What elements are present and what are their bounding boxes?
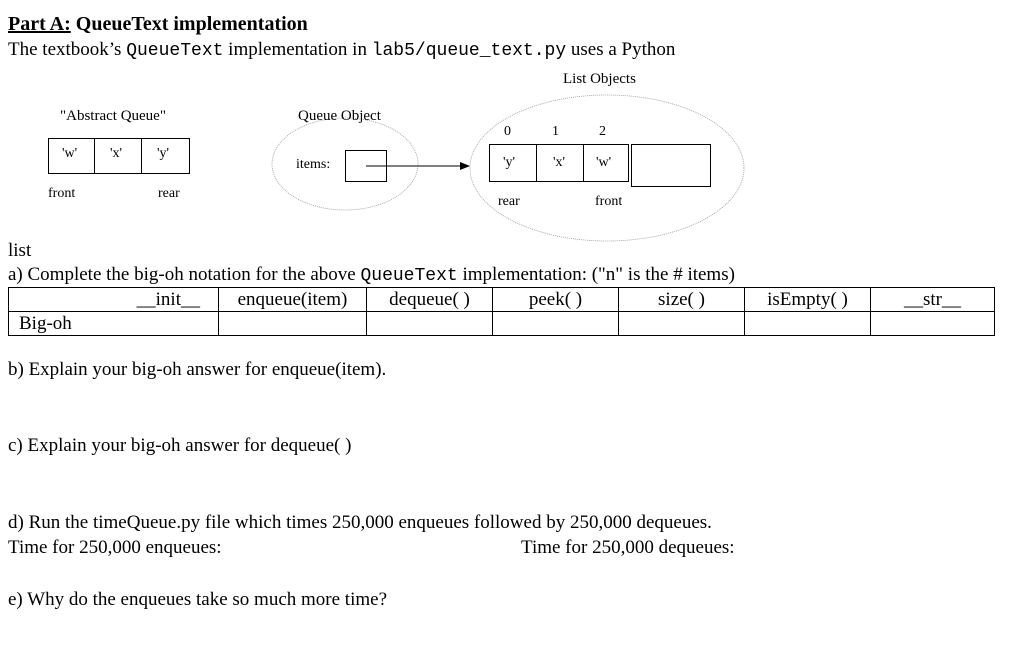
diagram-shapes bbox=[0, 0, 1024, 260]
abstract-item: 'x' bbox=[110, 146, 123, 161]
question-c: c) Explain your big-oh answer for dequeue( ) bbox=[8, 435, 352, 456]
header-isempty: isEmpty( ) bbox=[745, 288, 871, 312]
abstract-front-label: front bbox=[48, 186, 76, 201]
abstract-rear-label: rear bbox=[158, 186, 180, 201]
answer-dequeue[interactable] bbox=[367, 312, 493, 336]
list-index: 0 bbox=[504, 124, 511, 139]
answer-size[interactable] bbox=[619, 312, 745, 336]
list-item: 'y' bbox=[503, 155, 516, 170]
section-heading: QueueText implementation bbox=[70, 13, 308, 35]
header-str: __str__ bbox=[871, 288, 995, 312]
list-item: 'x' bbox=[553, 155, 566, 170]
answer-enqueue[interactable] bbox=[219, 312, 367, 336]
abstract-item: 'w' bbox=[62, 146, 78, 161]
section-label: Part A: bbox=[8, 13, 71, 35]
list-rear-label: rear bbox=[498, 194, 520, 209]
list-index: 2 bbox=[599, 124, 606, 139]
row-label-big-oh: Big-oh bbox=[9, 312, 219, 336]
intro-code-path: lab5/queue_text.py bbox=[371, 41, 567, 61]
answer-str[interactable] bbox=[871, 312, 995, 336]
list-empty-capacity bbox=[631, 144, 711, 187]
time-dequeues-label: Time for 250,000 dequeues: bbox=[521, 537, 735, 558]
intro-text-b: implementation in bbox=[223, 39, 372, 60]
list-item: 'w' bbox=[596, 155, 612, 170]
items-pointer-box bbox=[345, 150, 387, 182]
list-objects-label: List Objects bbox=[563, 71, 636, 87]
question-b: b) Explain your big-oh answer for enqueue(item). bbox=[8, 359, 387, 380]
queue-object-title: Queue Object bbox=[298, 108, 381, 124]
question-a bbox=[8, 264, 735, 286]
question-a-text-a: a) Complete the big-oh notation for the above bbox=[8, 264, 361, 285]
items-label: items: bbox=[296, 157, 331, 172]
time-enqueues-label: Time for 250,000 enqueues: bbox=[8, 537, 222, 558]
header-enqueue: enqueue(item) bbox=[219, 288, 367, 312]
pointer-arrow-head bbox=[460, 162, 470, 170]
list-front-label: front bbox=[595, 194, 623, 209]
header-size: size( ) bbox=[619, 288, 745, 312]
question-e: e) Why do the enqueues take so much more time? bbox=[8, 589, 387, 610]
header-init: __init__ bbox=[9, 288, 219, 312]
list-word: list bbox=[8, 240, 32, 261]
abstract-queue-title: "Abstract Queue" bbox=[60, 108, 166, 124]
header-dequeue: dequeue( ) bbox=[367, 288, 493, 312]
abstract-item: 'y' bbox=[157, 146, 170, 161]
list-index: 1 bbox=[552, 124, 559, 139]
question-a-code: QueueText bbox=[360, 266, 458, 286]
intro-code-queuetext: QueueText bbox=[126, 41, 224, 61]
answer-isempty[interactable] bbox=[745, 312, 871, 336]
big-oh-answer-row bbox=[9, 312, 995, 336]
big-oh-header-row bbox=[9, 288, 995, 312]
intro-text-a: The textbook’s bbox=[8, 39, 127, 60]
answer-peek[interactable] bbox=[493, 312, 619, 336]
header-peek: peek( ) bbox=[493, 288, 619, 312]
intro-text-c: uses a Python bbox=[566, 39, 676, 60]
big-oh-table bbox=[8, 287, 995, 336]
question-a-text-b: implementation: ("n" is the # items) bbox=[457, 264, 735, 285]
question-d: d) Run the timeQueue.py file which times 250,000 enqueues followed by 250,000 dequeues. bbox=[8, 512, 712, 533]
